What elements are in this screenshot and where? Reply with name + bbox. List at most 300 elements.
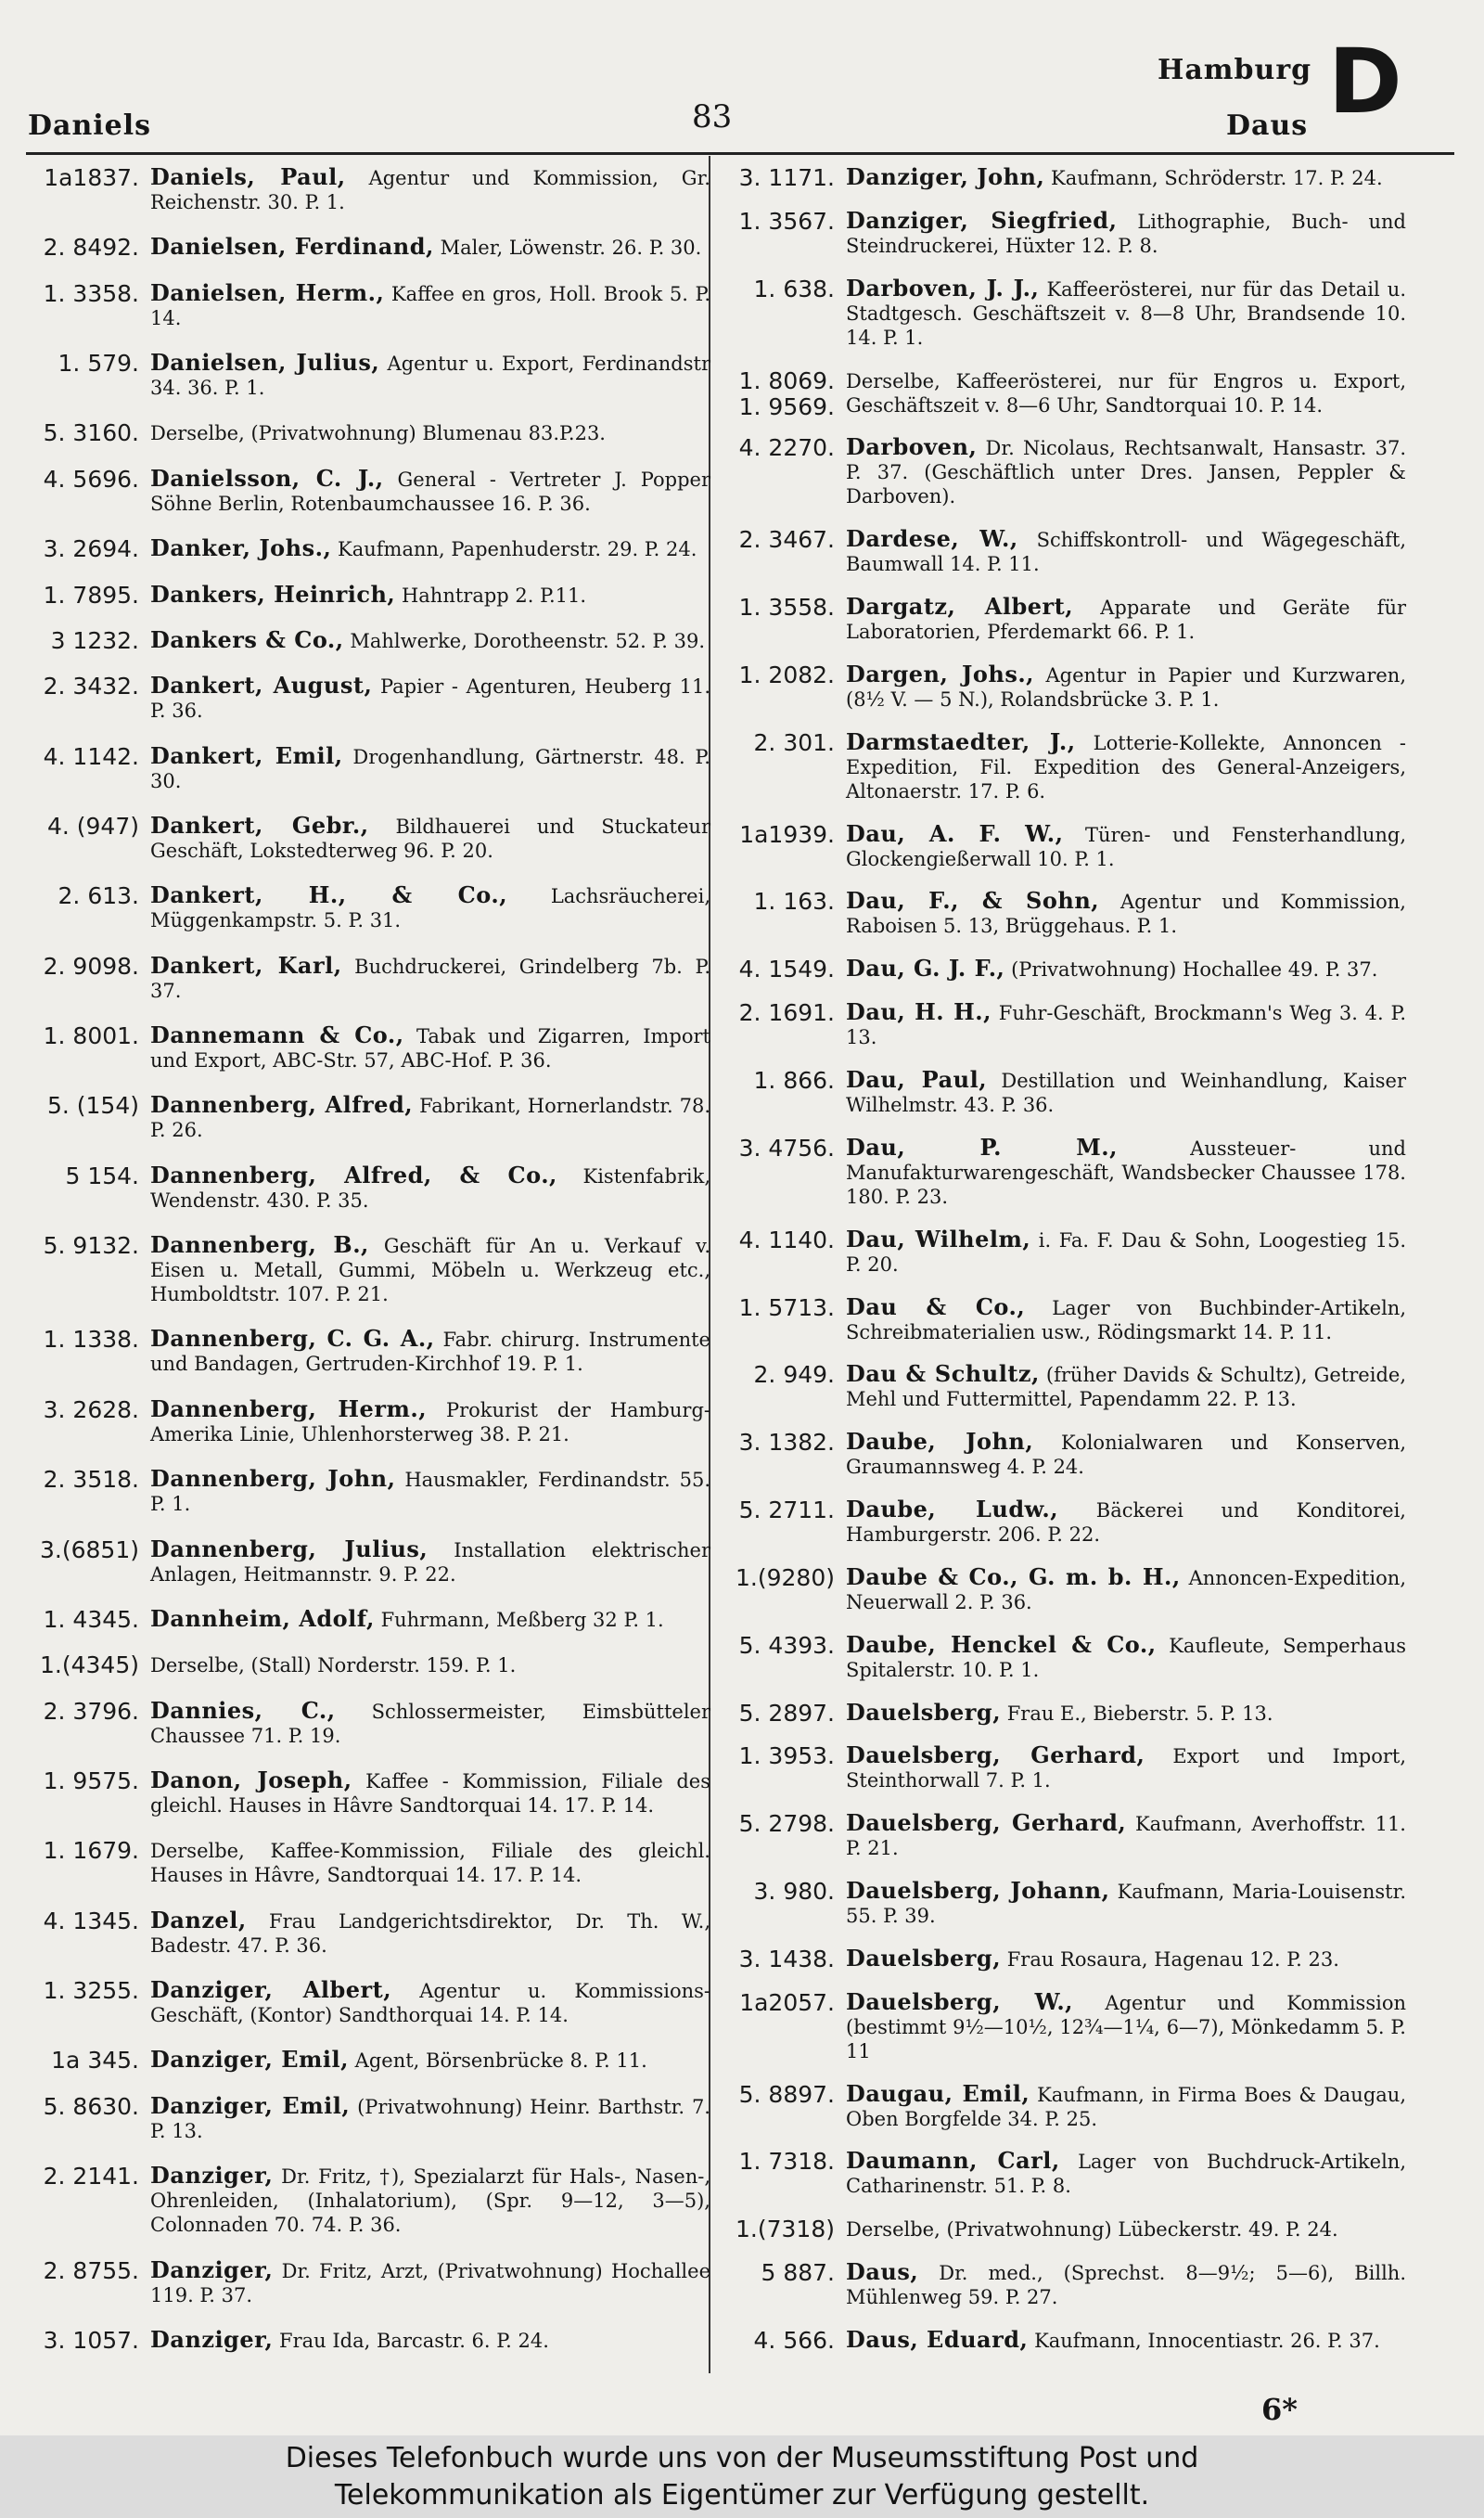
subscriber-name: Daugau, Emil, [846, 2079, 1030, 2107]
directory-entry [722, 1811, 1406, 1860]
signature-mark: 6* [1261, 2392, 1298, 2427]
footer-line-1: Dieses Telefonbuch wurde uns von der Museumsstiftung Post und [285, 2442, 1199, 2474]
directory-entry [26, 464, 711, 516]
phone-number: 1. 7318. [738, 2148, 835, 2176]
phone-number: 2. 3467. [738, 526, 835, 554]
subscriber-name: Dannheim, Adolf, [150, 1604, 375, 1632]
entry-text [150, 1467, 710, 1516]
subscriber-details: Kaffee en gros, Holl. Brook 5. P. 14. [150, 282, 711, 329]
phone-number: 1a1837. [44, 164, 139, 191]
phone-number: 3.(6851) [40, 1535, 139, 1563]
phone-number: 1. 866. [753, 1066, 835, 1094]
entry-text [846, 1227, 1406, 1277]
phone-number: 1. 7895. [43, 581, 139, 609]
subscriber-name: Danziger, Emil, [150, 2091, 351, 2119]
subscriber-details: Frau Landgerichtsdirektor, Dr. Th. W., Badestr. 47. P. 36. [150, 1909, 710, 1957]
directory-entry [722, 435, 1406, 508]
phone-number: 4. 1549. [738, 956, 835, 983]
entry-text [150, 464, 711, 516]
footer-notice [0, 2435, 1484, 2518]
subscriber-details: General - Vertreter J. Popper Söhne Berlin, Rotenbaumchaussee 16. P. 36. [150, 468, 711, 515]
subscriber-details: Bäckerei und Konditorei, Hamburgerstr. 206. P. 22. [846, 1499, 1406, 1547]
entry-text [150, 625, 710, 653]
phone-number: 3. 4756. [738, 1134, 835, 1162]
subscriber-details: Schlossermeister, Eimsbütteler Chaussee 71. P. 19. [150, 1700, 710, 1747]
phone-number: 5 154. [65, 1162, 139, 1189]
subscriber-details: Hahntrapp 2. P.11. [395, 584, 587, 607]
running-head-city: Hamburg [1158, 54, 1312, 86]
directory-entry [26, 1093, 710, 1142]
page-number: 83 [692, 98, 733, 135]
phone-number: 1. 3953. [738, 1742, 835, 1770]
directory-entry [26, 2164, 710, 2237]
entry-text [150, 1093, 710, 1142]
subscriber-details: Kaufleute, Semperhaus Spitalerstr. 10. P. 1. [846, 1634, 1406, 1681]
directory-entry [722, 662, 1406, 712]
subscriber-name: Daube & Co., G. m. b. H., [846, 1562, 1181, 1590]
directory-entry [722, 1133, 1406, 1209]
entry-text [846, 2216, 1406, 2242]
directory-entry [722, 1562, 1406, 1614]
subscriber-details: Lager von Buchdruck-Artikeln, Catharinenstr. 51. P. 8. [846, 2151, 1407, 2198]
subscriber-name: Danker, Johs., [150, 534, 332, 562]
subscriber-details: (Privatwohnung) Hochallee 49. P. 37. [1004, 958, 1378, 982]
subscriber-details: Dr. Nicolaus, Rechtsanwalt, Hansastr. 37. P. 37. (Geschäftlich unter Dres. Jansen, Peppler & Darboven). [846, 437, 1406, 508]
subscriber-name: Dauelsberg, W., [846, 1987, 1074, 2015]
directory-entry [722, 819, 1406, 871]
running-head-right: Daus [1226, 109, 1309, 142]
entry-text [846, 1065, 1406, 1117]
subscriber-name: Dau, F., & Sohn, [846, 887, 1100, 915]
entry-text [846, 727, 1406, 803]
entry-text [846, 1497, 1406, 1547]
subscriber-name: Dau & Co., [846, 1292, 1026, 1320]
subscriber-details: Fuhr-Geschäft, Brockmann's Weg 3. 4. P. 13. [846, 1002, 1407, 1049]
subscriber-details: Apparate und Geräte für Laboratorien, Pferdemarkt 66. P. 1. [846, 597, 1407, 644]
directory-entry [26, 1908, 710, 1958]
subscriber-name: Daus, [846, 2258, 919, 2286]
phone-number: 2. 9098. [43, 952, 139, 980]
phone-number: 2. 301. [753, 728, 835, 756]
subscriber-details: (früher Davids & Schultz), Getreide, Mehl und Futtermittel, Papendamm 22. P. 13. [846, 1364, 1406, 1411]
phone-number: 5. 9132. [43, 1232, 139, 1260]
directory-entry [26, 536, 710, 561]
subscriber-details: Kaufmann, Schröderstr. 17. P. 24. [1044, 167, 1383, 189]
phone-number: 5. 2798. [738, 1810, 835, 1838]
phone-number: 1. 1679. [43, 1837, 139, 1865]
subscriber-name: Dau, G. J. F., [846, 955, 1005, 983]
subscriber-details: Dr. Fritz, †), Spezialarzt für Hals-, Nasen-, Ohrenleiden, (Inhalatorium), (Spr. 9—12, 3—5), Colonnaden 70. 74. P. 36. [150, 2165, 710, 2237]
entry-text [150, 2091, 710, 2143]
entry-text [150, 580, 710, 608]
phone-number: 3. 1438. [738, 1945, 835, 1972]
subscriber-details: Kaufmann, Maria-Louisenstr. 55. P. 39. [846, 1881, 1407, 1928]
entry-text [150, 674, 710, 723]
phone-number: 4. 5696. [43, 465, 139, 493]
phone-number: 5. 8897. [738, 2080, 835, 2108]
subscriber-name: Darboven, [846, 433, 978, 461]
subscriber-details: i. Fa. F. Dau & Sohn, Loogestieg 15. P. 20. [846, 1228, 1406, 1276]
directory-entry [26, 1978, 710, 2027]
subscriber-name: Dannemann & Co., [150, 1021, 404, 1049]
subscriber-details: Agentur u. Export, Ferdinandstr 34. 36. P. 1. [150, 353, 710, 400]
entry-text [150, 235, 710, 260]
phone-number: 1a2057. [739, 1988, 835, 2016]
entry-text [846, 595, 1406, 644]
directory-entry [722, 595, 1406, 644]
entry-text [846, 1946, 1406, 1972]
subscriber-details: Derselbe, Kaffeerösterei, nur für Engros u. Export, Geschäftszeit v. 8—6 Uhr, Sandtorquai 10. P. 14. [846, 369, 1406, 417]
directory-entry [722, 1497, 1406, 1547]
subscriber-details: Lager von Buchbinder-Artikeln, Schreibmaterialien usw., Rödingsmarkt 14. P. 11. [846, 1296, 1406, 1343]
phone-number: 2. 1691. [738, 999, 835, 1027]
subscriber-details: Derselbe, (Privatwohnung) Lübeckerstr. 49. P. 24. [846, 2218, 1338, 2242]
subscriber-details: Papier - Agenturen, Heuberg 11. P. 36. [150, 675, 711, 723]
directory-entry [26, 1233, 710, 1306]
entry-text [150, 1978, 710, 2027]
entry-text [150, 1394, 710, 1446]
subscriber-details: Frau Rosaura, Hagenau 12. P. 23. [1001, 1947, 1339, 1971]
subscriber-details: Fabrikant, Hornerlandstr. 78. P. 26. [150, 1095, 711, 1142]
entry-text [150, 1327, 710, 1376]
entry-text [846, 1630, 1406, 1682]
subscriber-name: Danielsen, Ferdinand, [150, 233, 434, 261]
entry-text [846, 662, 1406, 712]
directory-entry [26, 883, 710, 932]
subscriber-details: Derselbe, Kaffee-Kommission, Filiale des gleichl. Hauses in Hâvre, Sandtorquai 14. 17. P. 14. [150, 1840, 710, 1887]
subscriber-name: Danielsen, Julius, [150, 349, 380, 377]
subscriber-name: Darboven, J. J., [846, 274, 1040, 302]
directory-entry [26, 278, 711, 330]
subscriber-name: Dankert, H., & Co., [150, 881, 508, 909]
directory-entry [722, 889, 1406, 938]
directory-entry [26, 1604, 710, 1633]
subscriber-name: Danielsen, Herm., [150, 278, 385, 306]
entry-text [846, 957, 1406, 982]
phone-number: 5. 4393. [738, 1631, 835, 1659]
directory-entry [26, 1394, 710, 1446]
left-column [26, 165, 710, 2353]
subscriber-name: Dankert, August, [150, 672, 373, 700]
subscriber-details: Lithographie, Buch- und Steindruckerei, Hüxter 12. P. 8. [846, 210, 1406, 257]
footer-line-2: Telekommunikation als Eigentümer zur Verfügung gestellt. [334, 2479, 1150, 2512]
directory-entry [722, 727, 1406, 803]
subscriber-name: Danon, Joseph, [150, 1766, 352, 1793]
subscriber-details: Aussteuer- und Manufakturwarengeschäft, Wandsbecker Chaussee 178. 180. P. 23. [846, 1137, 1406, 1208]
subscriber-details: Dr. Fritz, Arzt, (Privatwohnung) Hochallee 119. P. 37. [150, 2259, 710, 2306]
subscriber-name: Dannenberg, Alfred, & Co., [150, 1161, 557, 1188]
entry-text [846, 435, 1406, 508]
entry-text [846, 889, 1406, 938]
phone-number: 1. 8001. [43, 1022, 139, 1050]
entry-text [150, 1908, 710, 1958]
subscriber-name: Dankert, Emil, [150, 741, 343, 769]
subscriber-details: Kaffeerösterei, nur für das Detail u. Stadtgesch. Geschäftszeit v. 8—8 Uhr, Brandsende 10. 14. P. 1. [846, 277, 1406, 349]
phone-number: 1a1939. [739, 820, 835, 848]
phone-number: 2. 3432. [43, 673, 139, 700]
phone-number: 1. 579. [58, 350, 139, 378]
subscriber-name: Dankert, Karl, [150, 951, 342, 979]
entry-text [150, 1652, 710, 1677]
directory-entry [722, 368, 1406, 418]
entry-text [846, 1000, 1406, 1049]
running-head-left: Daniels [28, 109, 152, 142]
entry-text [846, 1879, 1406, 1928]
entry-text [150, 741, 710, 793]
subscriber-details: Agentur und Kommission, Raboisen 5. 13, Brüggehaus. P. 1. [846, 891, 1406, 938]
subscriber-name: Dankers, Heinrich, [150, 580, 396, 608]
entry-text [846, 2149, 1406, 2198]
subscriber-name: Dargen, Johs., [846, 660, 1035, 687]
phone-number: 1. 5713. [738, 1293, 835, 1321]
subscriber-details: (Privatwohnung) Heinr. Barthstr. 7. P. 13. [150, 2095, 710, 2142]
directory-entry [722, 1065, 1406, 1117]
entry-text [846, 1430, 1406, 1479]
phone-number: 4. 1140. [738, 1226, 835, 1253]
phone-number: 5. 2711. [738, 1497, 835, 1524]
subscriber-name: Danziger, Emil, [150, 2046, 349, 2074]
phone-number: 3. 980. [753, 1878, 835, 1906]
subscriber-details: Geschäft für An u. Verkauf v. Eisen u. Metall, Gummi, Möbeln u. Werkzeug etc., Humboldtstr. 107. P. 21. [150, 1235, 710, 1306]
subscriber-details: Mahlwerke, Dorotheenstr. 52. P. 39. [343, 629, 706, 652]
subscriber-details: Kistenfabrik, Wendenstr. 430. P. 35. [150, 1164, 710, 1212]
subscriber-details: Lotterie-Kollekte, Annoncen - Expedition, Fil. Expedition des General-Anzeigers, Altonaerstr. 17. P. 6. [846, 731, 1406, 803]
directory-entry [26, 1652, 710, 1677]
entry-text [150, 1604, 710, 1632]
directory-entry [26, 1327, 710, 1376]
directory-entry [26, 1163, 710, 1213]
subscriber-name: Dannenberg, B., [150, 1231, 369, 1259]
directory-entry [26, 674, 710, 723]
phone-number: 4. 2270. [738, 434, 835, 462]
entry-text [846, 2260, 1406, 2309]
directory-entry [722, 1987, 1406, 2063]
entry-text [150, 883, 710, 932]
entry-text [846, 1133, 1406, 1209]
phone-number: 1a 345. [51, 2047, 139, 2075]
subscriber-details: Kaufmann, Averhoffstr. 11. P. 21. [846, 1813, 1406, 1860]
subscriber-name: Daus, Eduard, [846, 2326, 1029, 2353]
subscriber-details: Agentur und Kommission, Gr. Reichenstr. 30. P. 1. [150, 167, 710, 213]
subscriber-name: Dankert, Gebr., [150, 811, 369, 839]
directory-entry [722, 1698, 1406, 1727]
entry-text [150, 951, 710, 1003]
subscriber-name: Dauelsberg, [846, 1698, 1002, 1726]
directory-entry [26, 2048, 710, 2073]
entry-text [150, 2325, 710, 2353]
phone-number: 2. 3518. [43, 1466, 139, 1494]
subscriber-details: Tabak und Zigarren, Import und Export, ABC-Str. 57, ABC-Hof. P. 36. [150, 1025, 710, 1073]
directory-entry [722, 1362, 1406, 1411]
directory-entry [26, 1023, 710, 1073]
directory-entry [26, 1696, 710, 1748]
directory-entry [722, 527, 1406, 576]
subscriber-name: Danziger, Albert, [150, 1976, 392, 2004]
subscriber-name: Daube, Henckel & Co., [846, 1630, 1157, 1658]
phone-number: 1. 3558. [738, 594, 835, 622]
directory-entry [722, 2260, 1406, 2309]
phone-number: 1.(4345) [40, 1651, 139, 1679]
subscriber-details: Schiffskontroll- und Wägegeschäft, Baumwall 14. P. 11. [846, 529, 1406, 576]
subscriber-name: Dannenberg, Alfred, [150, 1091, 414, 1119]
directory-entry [722, 1227, 1406, 1277]
subscriber-details: Kaufmann, in Firma Boes & Daugau, Oben Borgfelde 34. P. 25. [846, 2083, 1406, 2130]
phone-number: 5. 2897. [738, 1699, 835, 1727]
directory-entry [722, 1630, 1406, 1682]
phone-number: 1. 2082. [738, 661, 835, 688]
directory-entry [722, 276, 1406, 350]
subscriber-name: Danziger, [150, 2325, 274, 2353]
entry-text [150, 2164, 710, 2237]
phone-number: 1.(9280) [736, 1563, 835, 1591]
subscriber-name: Dannies, C., [150, 1696, 336, 1724]
subscriber-name: Dannenberg, John, [150, 1465, 396, 1493]
entry-text [150, 2255, 710, 2307]
phone-number: 5 887. [761, 2259, 835, 2287]
phone-number: 2. 3796. [43, 1697, 139, 1725]
directory-entry [722, 1430, 1406, 1479]
subscriber-details: Dr. med., (Sprechst. 8—9½; 5—6), Billh. Mühlenweg 59. P. 27. [846, 2262, 1406, 2309]
subscriber-details: Frau E., Bieberstr. 5. P. 13. [1001, 1702, 1273, 1725]
entry-text [846, 206, 1406, 258]
subscriber-name: Danzel, [150, 1906, 247, 1933]
phone-number: 1.(7318) [736, 2216, 835, 2243]
entry-text [846, 368, 1406, 418]
phone-number: 1. 9575. [43, 1766, 139, 1794]
entry-text [150, 2048, 710, 2073]
entry-text [846, 819, 1406, 871]
directory-entry [722, 2149, 1406, 2198]
subscriber-name: Daumann, Carl, [846, 2147, 1060, 2175]
phone-number: 2. 8492. [43, 234, 139, 262]
entry-text [846, 2328, 1406, 2353]
directory-entry [722, 206, 1406, 258]
subscriber-details: Drogenhandlung, Gärtnerstr. 48. P. 30. [150, 745, 710, 792]
directory-entry [722, 1946, 1406, 1972]
subscriber-details: Fuhrmann, Meßberg 32 P. 1. [374, 1608, 664, 1631]
entry-text [150, 1768, 710, 1818]
directory-entry [26, 1838, 710, 1887]
entry-text [846, 276, 1406, 350]
subscriber-name: Dau, Wilhelm, [846, 1225, 1031, 1253]
entry-text [846, 165, 1406, 190]
directory-entry [722, 2216, 1406, 2242]
subscriber-details: Agent, Börsenbrücke 8. P. 11. [349, 2049, 647, 2073]
subscriber-details: Prokurist der Hamburg-Amerika Linie, Uhlenhorsterweg 38. P. 21. [150, 1398, 710, 1445]
subscriber-details: Kolonialwaren und Konserven, Graumannsweg 4. P. 24. [846, 1432, 1406, 1479]
directory-entry [722, 165, 1406, 190]
directory-entry [26, 1467, 710, 1516]
subscriber-name: Danielsson, C. J., [150, 464, 384, 492]
directory-entry [26, 811, 710, 863]
phone-number: 2. 2141. [43, 2163, 139, 2190]
entry-text [846, 1362, 1406, 1411]
phone-number: 2. 8755. [43, 2256, 139, 2284]
entry-text [150, 420, 710, 445]
directory-entry [722, 1292, 1406, 1344]
phone-number: 3. 1171. [738, 164, 835, 191]
entry-text [150, 1163, 710, 1213]
entry-text [846, 1987, 1406, 2063]
directory-entry [722, 1879, 1406, 1928]
subscriber-details: Derselbe, (Stall) Norderstr. 159. P. 1. [150, 1654, 517, 1677]
subscriber-details: Türen- und Fensterhandlung, Glockengießerwall 10. P. 1. [846, 823, 1406, 870]
subscriber-details: Fabr. chirurg. Instrumente und Bandagen, Gertruden-Kirchhof 19. P. 1. [150, 1329, 710, 1376]
phone-number: 1. 3255. [43, 1977, 139, 2005]
subscriber-details: Agentur in Papier und Kurzwaren, (8½ V. — 5 N.), Rolandsbrücke 3. P. 1. [846, 663, 1406, 711]
entry-text [846, 1562, 1406, 1614]
entry-text [150, 811, 710, 863]
phone-number: 1. 8069. 1. 9569. [738, 366, 835, 420]
subscriber-name: Danziger, Siegfried, [846, 206, 1118, 234]
phone-number: 3. 1382. [738, 1429, 835, 1457]
subscriber-name: Danziger, [150, 2255, 274, 2283]
phone-number: 4. 1345. [43, 1907, 139, 1934]
subscriber-details: Maler, Löwenstr. 26. P. 30. [433, 237, 702, 260]
phone-number: 1. 638. [753, 275, 835, 302]
subscriber-name: Dau, A. F. W., [846, 819, 1064, 847]
subscriber-details: Kaffee - Kommission, Filiale des gleichl. Hauses in Hâvre Sandtorquai 14. 17. P. 14. [150, 1769, 710, 1817]
directory-entry [722, 2079, 1406, 2131]
directory-entry [26, 1768, 710, 1818]
subscriber-details: Buchdruckerei, Grindelberg 7b. P. 37. [150, 955, 710, 1002]
directory-entry [26, 951, 710, 1003]
entry-text [150, 351, 710, 400]
phone-number: 1. 163. [753, 888, 835, 916]
subscriber-name: Dauelsberg, Gerhard, [846, 1809, 1127, 1837]
subscriber-name: Danziger, John, [846, 163, 1045, 190]
subscriber-details: Kaufmann, Innocentiastr. 26. P. 37. [1028, 2330, 1380, 2352]
entry-text [846, 1292, 1406, 1344]
phone-number: 5. 3160. [43, 419, 139, 447]
phone-number: 1. 4345. [43, 1605, 139, 1633]
entry-text [846, 1811, 1406, 1860]
subscriber-name: Dankers & Co., [150, 625, 344, 653]
phone-number: 4. 566. [753, 2327, 835, 2354]
subscriber-name: Darmstaedter, J., [846, 727, 1076, 755]
directory-entry [722, 1743, 1406, 1792]
subscriber-name: Dau & Schultz, [846, 1360, 1040, 1388]
phone-number: 3. 2694. [43, 535, 139, 563]
phone-number: 2. 949. [753, 1361, 835, 1389]
subscriber-name: Dauelsberg, Johann, [846, 1877, 1110, 1905]
entry-text [150, 1023, 710, 1073]
phone-number: 2. 613. [58, 882, 139, 910]
subscriber-name: Dardese, W., [846, 525, 1018, 553]
subscriber-name: Dau, H. H., [846, 998, 991, 1026]
subscriber-details: Bildhauerei und Stuckateur Geschäft, Lokstedterweg 96. P. 20. [150, 815, 710, 862]
entry-text [846, 1743, 1406, 1792]
subscriber-details: Agentur u. Kommissions-Geschäft, (Kontor) Sandthorquai 14. P. 14. [150, 1980, 710, 2027]
entry-text [150, 165, 710, 214]
phone-number: 3. 1057. [43, 2326, 139, 2354]
subscriber-name: Danziger, [150, 2162, 274, 2190]
entry-text [150, 1696, 710, 1748]
entry-text [150, 1537, 710, 1587]
directory-entry [26, 235, 710, 260]
phone-number: 5. (154) [46, 1092, 139, 1120]
subscriber-details: Destillation und Weinhandlung, Kaiser Wilhelmstr. 43. P. 36. [846, 1069, 1406, 1116]
directory-entry [26, 351, 710, 400]
subscriber-details: Frau Ida, Barcastr. 6. P. 24. [273, 2329, 549, 2352]
subscriber-name: Dannenberg, C. G. A., [150, 1325, 435, 1353]
subscriber-details: Annoncen-Expedition, Neuerwall 2. P. 36. [846, 1566, 1406, 1613]
header-rule [26, 152, 1454, 155]
phone-number: 4. 1142. [43, 742, 139, 770]
section-letter: D [1328, 30, 1402, 134]
phone-number: 5. 8630. [43, 2092, 139, 2120]
entry-text [150, 1838, 710, 1887]
